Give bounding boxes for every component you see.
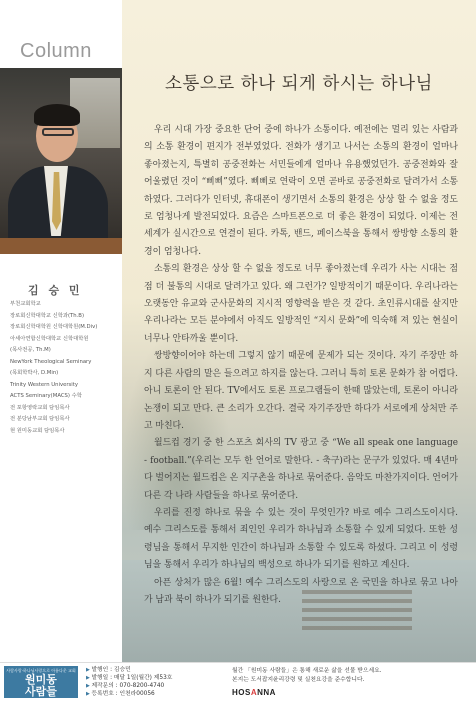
article-headline: 소통으로 하나 되게 하시는 하나님 xyxy=(165,74,433,94)
logo-name-line1: 원미동 xyxy=(25,673,57,686)
article-paragraph: 쌍방향이어야 하는데 그렇지 않기 때문에 문제가 되는 것이다. 자기 주장만 하지 다른 사람의 말은 들으려고 하지를 않는다. 그러니 특히 토론 문화가 참 어렵다. 아니 토론이 안 된다. TV에서도 토론 프로그램들이 한때 많았는데, 토론이 아니라 논쟁이 되고 만다. 큰 소리가 오간다. 결국 자기주장만 하다가 서로에게 상처만 주고 마친다. xyxy=(144,351,458,431)
bio-line: (목사전공, Th.M) xyxy=(10,347,51,353)
logo-tagline: 사람사랑·하나님사랑으로 아름다운 교회 xyxy=(6,668,76,673)
pub-info-label: 발행인 xyxy=(91,667,109,673)
bio-line: (목회학박사, D.Min) xyxy=(10,370,59,376)
bio-line: ACTS Seminary(MACS) 수학 xyxy=(10,393,82,399)
pub-info-label: 등록번호 xyxy=(91,691,114,697)
publisher-logo: HOSANNA xyxy=(232,688,276,697)
notice-line: 월간 「원미동 사람들」은 통해 새로운 삶을 선물 받으세요. xyxy=(232,668,382,674)
arrow-right-icon: ▶ xyxy=(86,683,92,689)
author-bio xyxy=(10,299,120,437)
arrow-right-icon: ▶ xyxy=(86,667,92,673)
publication-info xyxy=(86,666,206,698)
pub-info-row: ▶ 등록번호 : 인천라00056 xyxy=(86,691,155,697)
pub-info-value: 매달 1일(월간) 제53호 xyxy=(113,675,173,681)
article-paragraph: 월드컵 경기 중 한 스포츠 회사의 TV 광고 중 “We all speak one language - football.”(우리는 모두 한 언어로 말한다. - 축구)라는 문구가 있었다. 매 4년마다 벌어지는 월드컵은 온 지구촌을 하나로 묶어준다. 음악도 마찬가지이다. 언어가 다른 각 나라 사람들을 하나로 묶어준다. xyxy=(144,438,458,501)
bio-line: 현 원미동교회 담임목사 xyxy=(10,427,65,434)
bio-line: Trinity Western University xyxy=(10,381,78,388)
notice-line: 본지는 도서잡지윤리강령 및 실천요강을 준수합니다. xyxy=(232,677,365,683)
article-body xyxy=(144,122,458,609)
bio-line: 아세아연합신학대학교 신학대학원 xyxy=(10,335,89,342)
article-paragraph: 소통의 환경은 상상 할 수 없을 정도로 너무 좋아졌는데 우리가 사는 시대는 점점 더 불통의 시대로 달려가고 있다. 왜 그런가? 일방적이기 때문이다. 우리나라는 오랫동안 유교와 군사문화의 지시적 영향력을 받은 것 같다. 초인류시대를 살지만 우리나라는 모든 분야에서 아직도 일방적인 “지시 문화”에 익숙해 져 있는 현실이 너무나 안타까울 뿐이다. xyxy=(144,264,458,344)
arrow-right-icon: ▶ xyxy=(86,675,92,681)
article-panel xyxy=(122,0,476,662)
bio-line: NewYork Theological Seminary xyxy=(10,358,92,365)
magazine-logo xyxy=(4,666,78,698)
magazine-footer xyxy=(0,662,476,701)
article-paragraph: 우리 시대 가장 중요한 단어 중에 하나가 소통이다. 예전에는 멀리 있는 사람과의 소통 환경이 편지가 전부였었다. 전화가 생기고 나서는 소통의 환경이 얼마나 좋아졌는지, 특별히 공중전화는 서민들에게 얼마나 유용했었던가. 공중전화와 잘 어울렸던 것이 “삐삐”였다. 삐삐로 연락이 오면 곧바로 공중전화로 달려가서 소통하였다. 그러다가 인터넷, 휴대폰이 생기면서 소통의 환경은 상상 할 수 없을 정도로 엄청나게 발전되었다. 요즘은 스마트폰으로 더 좋은 환경이 되었다. 이제는 전 세계가 실시간으로 연결이 된다. 카톡, 밴드, 페이스북을 통해서 쌍방향 소통의 환경이 엄청나다. xyxy=(144,125,458,257)
pub-info-value: 김승민 xyxy=(113,667,131,673)
bio-line: 전 포항영락교회 담임목사 xyxy=(10,404,70,411)
pub-info-row: ▶ 발행인 : 김승민 xyxy=(86,667,131,673)
author-sidebar xyxy=(0,0,122,662)
article-paragraph: 우리를 진정 하나로 묶을 수 있는 것이 무엇인가? 바로 예수 그리스도이시다. 예수 그리스도를 통해서 죄인인 우리가 하나님과 소통할 수 있게 되었다. 또한 성령님을 통해서 무지한 인간이 하나님과 소통할 수 있도록 하셨다. 그리고 이 성령님을 통해서 우리가 하나님의 백성으로 하나가 되기를 원하고 계신다. xyxy=(144,507,458,571)
column-label: Column xyxy=(20,40,92,62)
arrow-right-icon: ▶ xyxy=(86,691,92,697)
pub-info-row: ▶ 제작문의 : 070-8200-4740 xyxy=(86,683,165,689)
bio-line: 장로회신학대학교 신학과(Th.B) xyxy=(10,312,85,319)
pub-info-row: ▶ 발행일 : 매달 1일(월간) 제53호 xyxy=(86,675,173,681)
bio-line: 전 분당남부교회 담임목사 xyxy=(10,416,70,422)
subscription-notice xyxy=(232,667,472,685)
bio-line: 부천교회학교 xyxy=(10,301,41,307)
pub-info-label: 발행일 xyxy=(91,675,109,681)
author-photo xyxy=(0,68,122,254)
logo-name-line2: 사람들 xyxy=(25,685,57,698)
article-paragraph: 아픈 상처가 많은 6월! 예수 그리스도의 사랑으로 온 국민을 하나로 묶고 나아가 남과 북이 하나가 되기를 원한다. xyxy=(144,577,458,605)
author-name: 김 승 민 xyxy=(28,284,83,297)
pub-info-label: 제작문의 xyxy=(91,683,114,689)
pub-info-value: 070-8200-4740 xyxy=(119,683,165,689)
bio-line: 장로회신학대학원 신학대학원(M.Div) xyxy=(10,324,98,330)
pub-info-value: 인천라00056 xyxy=(119,691,155,697)
